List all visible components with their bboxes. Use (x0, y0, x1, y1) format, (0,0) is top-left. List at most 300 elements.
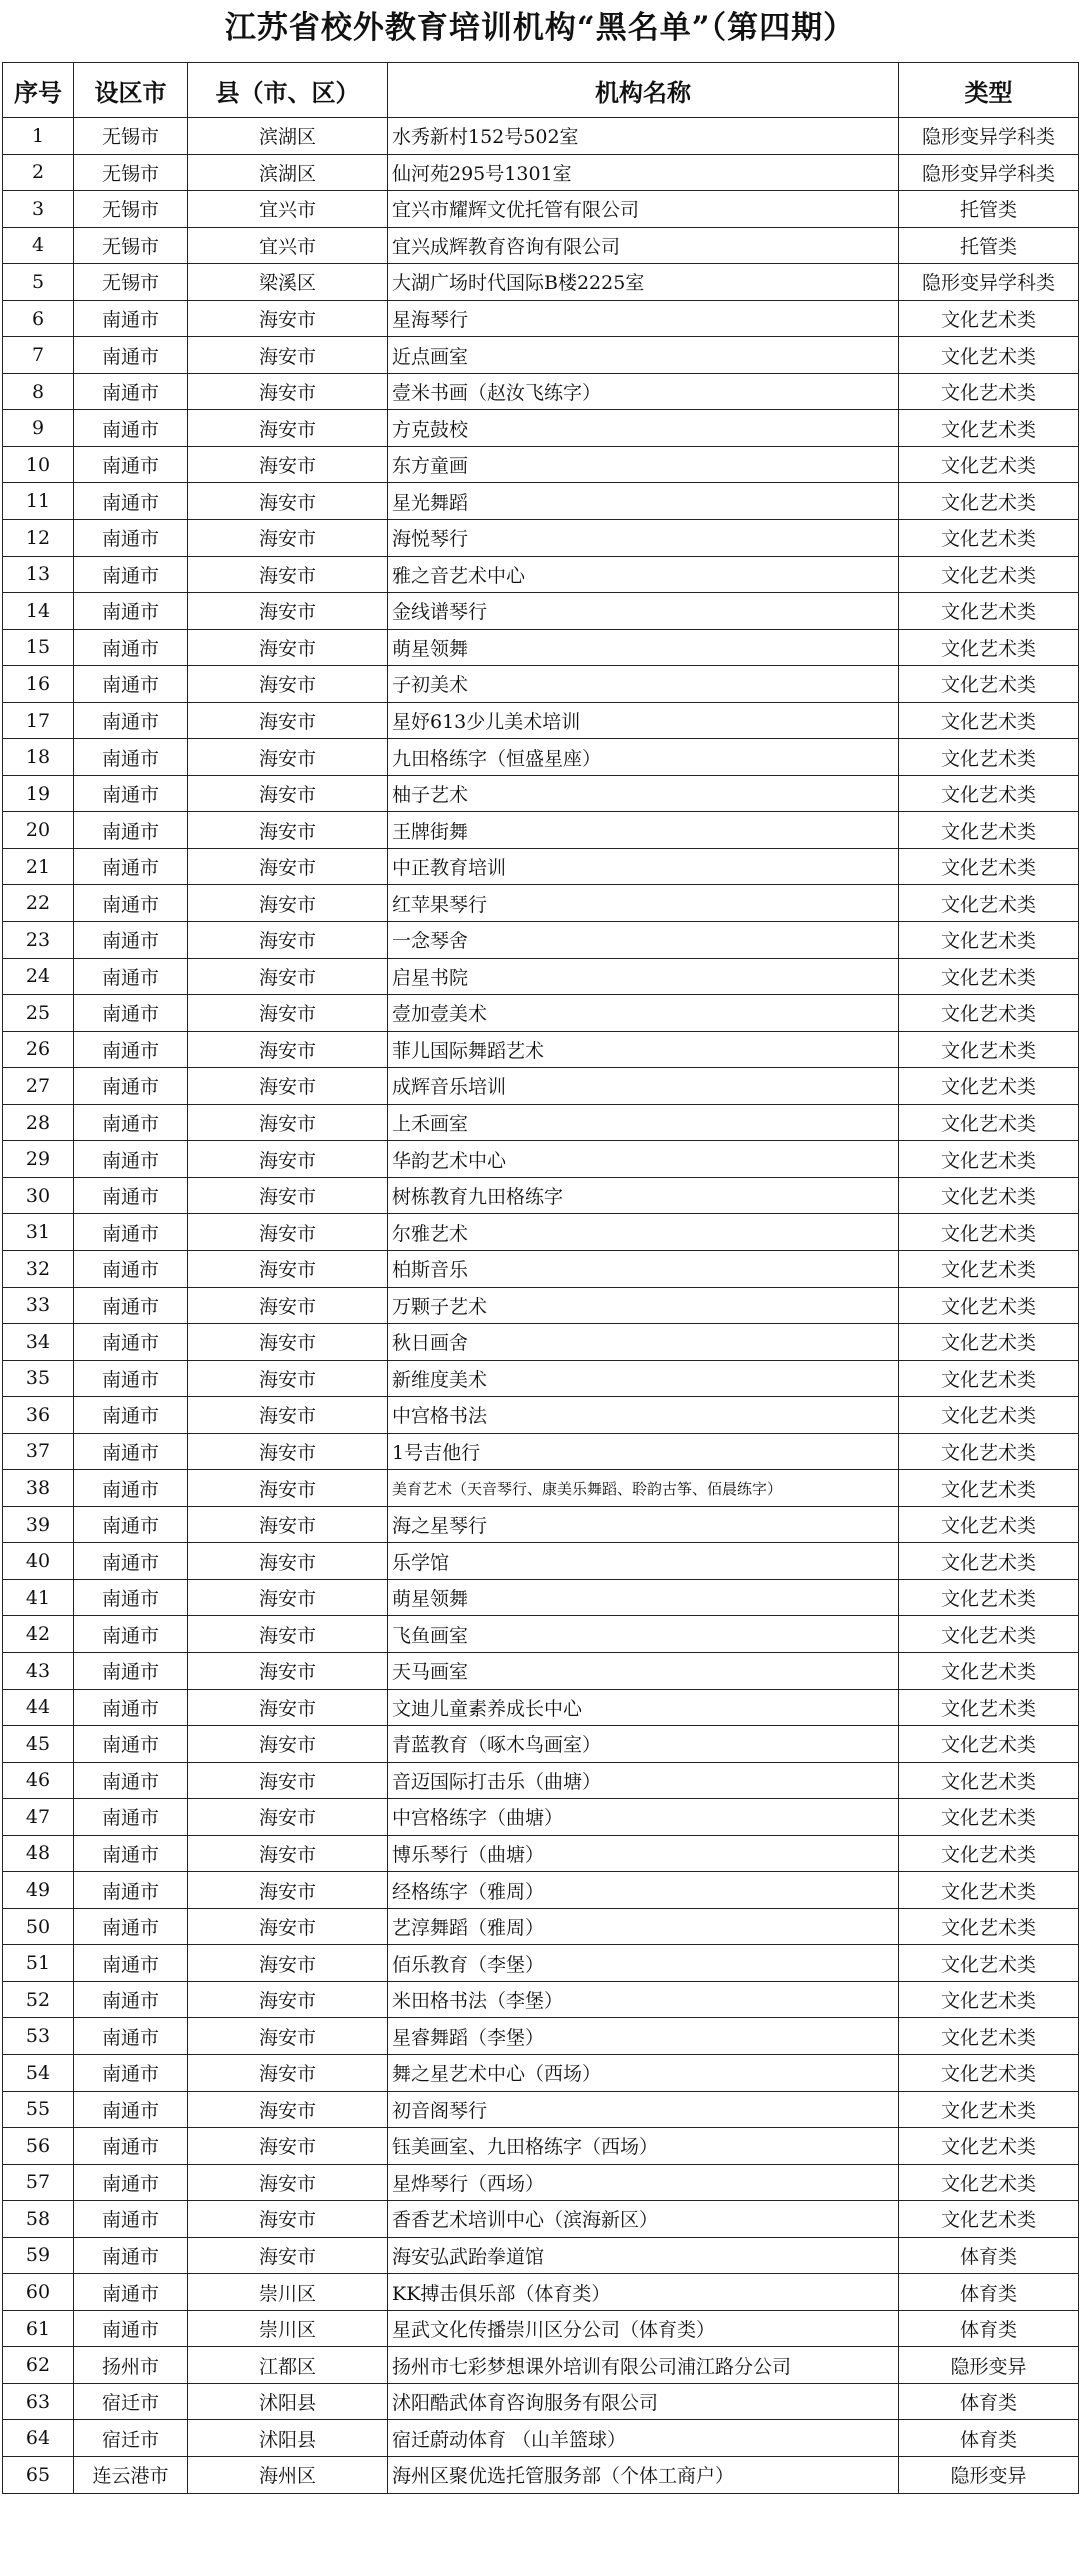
row-city: 无锡市 (74, 227, 188, 264)
row-city: 南通市 (74, 2128, 188, 2165)
table-row (3, 1250, 1079, 1287)
row-county: 海安市 (188, 2091, 388, 2128)
row-institution-name: 启星书院 (388, 958, 899, 995)
row-index: 23 (3, 922, 74, 959)
row-institution-name: 成辉音乐培训 (388, 1068, 899, 1105)
table-row (3, 1031, 1079, 1068)
row-city: 南通市 (74, 1324, 188, 1361)
row-county: 海安市 (188, 410, 388, 447)
table-row (3, 227, 1079, 264)
row-index: 21 (3, 848, 74, 885)
row-institution-name: 九田格练字（恒盛星座） (388, 739, 899, 776)
row-index: 10 (3, 446, 74, 483)
row-city: 南通市 (74, 995, 188, 1032)
row-county: 崇川区 (188, 2310, 388, 2347)
row-index: 28 (3, 1104, 74, 1141)
row-city: 南通市 (74, 812, 188, 849)
row-county: 海安市 (188, 922, 388, 959)
row-county: 海安市 (188, 556, 388, 593)
row-county: 海安市 (188, 1324, 388, 1361)
row-type: 文化艺术类 (899, 1433, 1079, 1470)
row-index: 52 (3, 1981, 74, 2018)
row-county: 海安市 (188, 1945, 388, 1982)
row-institution-name: 星武文化传播崇川区分公司（体育类） (388, 2310, 899, 2347)
row-index: 61 (3, 2310, 74, 2347)
row-type: 文化艺术类 (899, 1799, 1079, 1836)
table-row (3, 702, 1079, 739)
table-row (3, 2457, 1079, 2494)
row-county: 海安市 (188, 848, 388, 885)
row-county: 海安市 (188, 2237, 388, 2274)
row-index: 48 (3, 1835, 74, 1872)
row-institution-name: 海安弘武跆拳道馆 (388, 2237, 899, 2274)
row-city: 南通市 (74, 556, 188, 593)
row-county: 海安市 (188, 739, 388, 776)
row-type: 文化艺术类 (899, 1031, 1079, 1068)
row-type: 托管类 (899, 191, 1079, 228)
row-city: 南通市 (74, 702, 188, 739)
table-row (3, 1433, 1079, 1470)
row-institution-name: 星海琴行 (388, 300, 899, 337)
table-row (3, 848, 1079, 885)
row-type: 文化艺术类 (899, 739, 1079, 776)
row-county: 海安市 (188, 1799, 388, 1836)
row-index: 3 (3, 191, 74, 228)
row-type: 文化艺术类 (899, 2128, 1079, 2165)
row-county: 海安市 (188, 1287, 388, 1324)
row-county: 海安市 (188, 1652, 388, 1689)
row-index: 20 (3, 812, 74, 849)
row-type: 体育类 (899, 2383, 1079, 2420)
row-city: 南通市 (74, 1762, 188, 1799)
row-index: 36 (3, 1397, 74, 1434)
table-row (3, 593, 1079, 630)
row-type: 文化艺术类 (899, 812, 1079, 849)
row-type: 文化艺术类 (899, 2164, 1079, 2201)
row-county: 海安市 (188, 995, 388, 1032)
row-institution-name: KK搏击俱乐部（体育类） (388, 2274, 899, 2311)
row-institution-name: 壹米书画（赵汝飞练字） (388, 373, 899, 410)
row-type: 文化艺术类 (899, 1762, 1079, 1799)
row-index: 9 (3, 410, 74, 447)
row-institution-name: 中正教育培训 (388, 848, 899, 885)
row-institution-name: 大湖广场时代国际B楼2225室 (388, 264, 899, 301)
row-index: 50 (3, 1908, 74, 1945)
table-row (3, 2128, 1079, 2165)
row-county: 海安市 (188, 1579, 388, 1616)
row-type: 文化艺术类 (899, 1214, 1079, 1251)
row-institution-name: 海悦琴行 (388, 520, 899, 557)
row-institution-name: 香香艺术培训中心（滨海新区） (388, 2201, 899, 2238)
table-row (3, 2091, 1079, 2128)
row-index: 35 (3, 1360, 74, 1397)
row-city: 南通市 (74, 2237, 188, 2274)
row-type: 文化艺术类 (899, 1470, 1079, 1507)
row-county: 海安市 (188, 2054, 388, 2091)
row-county: 海安市 (188, 666, 388, 703)
row-city: 南通市 (74, 2091, 188, 2128)
row-institution-name: 海州区聚优选托管服务部（个体工商户） (388, 2457, 899, 2494)
row-city: 南通市 (74, 1689, 188, 1726)
row-type: 文化艺术类 (899, 1324, 1079, 1361)
row-institution-name: 沭阳酷武体育咨询服务有限公司 (388, 2383, 899, 2420)
row-city: 南通市 (74, 2274, 188, 2311)
table-row (3, 2018, 1079, 2055)
row-type: 文化艺术类 (899, 1068, 1079, 1105)
row-city: 南通市 (74, 1141, 188, 1178)
table-row (3, 300, 1079, 337)
row-institution-name: 雅之音艺术中心 (388, 556, 899, 593)
row-type: 文化艺术类 (899, 1397, 1079, 1434)
row-index: 26 (3, 1031, 74, 1068)
table-row (3, 337, 1079, 374)
row-institution-name: 天马画室 (388, 1652, 899, 1689)
table-row (3, 191, 1079, 228)
row-city: 南通市 (74, 1726, 188, 1763)
row-city: 南通市 (74, 1945, 188, 1982)
row-county: 海安市 (188, 2018, 388, 2055)
row-city: 南通市 (74, 1616, 188, 1653)
header-city: 设区市 (74, 63, 188, 118)
row-institution-name: 华韵艺术中心 (388, 1141, 899, 1178)
row-type: 文化艺术类 (899, 1689, 1079, 1726)
row-institution-name: 佰乐教育（李堡） (388, 1945, 899, 1982)
row-city: 南通市 (74, 775, 188, 812)
row-city: 南通市 (74, 885, 188, 922)
row-county: 海安市 (188, 1835, 388, 1872)
row-institution-name: 水秀新村152号502室 (388, 118, 899, 155)
row-type: 文化艺术类 (899, 593, 1079, 630)
row-type: 文化艺术类 (899, 1104, 1079, 1141)
row-city: 南通市 (74, 1397, 188, 1434)
row-city: 南通市 (74, 1908, 188, 1945)
row-index: 19 (3, 775, 74, 812)
row-index: 18 (3, 739, 74, 776)
row-city: 南通市 (74, 410, 188, 447)
row-city: 南通市 (74, 1835, 188, 1872)
table-row (3, 1397, 1079, 1434)
row-county: 海安市 (188, 1104, 388, 1141)
row-index: 37 (3, 1433, 74, 1470)
row-county: 海安市 (188, 1908, 388, 1945)
row-city: 宿迁市 (74, 2383, 188, 2420)
row-city: 南通市 (74, 1433, 188, 1470)
row-institution-name: 钰美画室、九田格练字（西场） (388, 2128, 899, 2165)
row-type: 体育类 (899, 2420, 1079, 2457)
row-institution-name: 宜兴成辉教育咨询有限公司 (388, 227, 899, 264)
row-type: 文化艺术类 (899, 1616, 1079, 1653)
row-index: 5 (3, 264, 74, 301)
row-institution-name: 新维度美术 (388, 1360, 899, 1397)
row-type: 文化艺术类 (899, 1141, 1079, 1178)
row-institution-name: 宜兴市耀辉文优托管有限公司 (388, 191, 899, 228)
row-city: 南通市 (74, 1799, 188, 1836)
row-institution-name: 红苹果琴行 (388, 885, 899, 922)
table-row (3, 1470, 1079, 1507)
row-type: 文化艺术类 (899, 1981, 1079, 2018)
row-index: 2 (3, 154, 74, 191)
row-county: 海安市 (188, 593, 388, 630)
table-row (3, 739, 1079, 776)
row-institution-name: 壹加壹美术 (388, 995, 899, 1032)
row-type: 隐形变异学科类 (899, 154, 1079, 191)
row-institution-name: 博乐琴行（曲塘） (388, 1835, 899, 1872)
row-city: 南通市 (74, 1214, 188, 1251)
row-city: 扬州市 (74, 2347, 188, 2384)
row-type: 文化艺术类 (899, 410, 1079, 447)
row-county: 海安市 (188, 1872, 388, 1909)
table-row (3, 1177, 1079, 1214)
row-index: 45 (3, 1726, 74, 1763)
row-index: 33 (3, 1287, 74, 1324)
row-index: 22 (3, 885, 74, 922)
row-institution-name: 万颗子艺术 (388, 1287, 899, 1324)
row-index: 17 (3, 702, 74, 739)
row-city: 南通市 (74, 848, 188, 885)
table-row (3, 775, 1079, 812)
row-county: 沭阳县 (188, 2383, 388, 2420)
table-row (3, 2310, 1079, 2347)
row-type: 文化艺术类 (899, 1945, 1079, 1982)
row-index: 11 (3, 483, 74, 520)
table-row (3, 1981, 1079, 2018)
table-row (3, 2164, 1079, 2201)
row-type: 体育类 (899, 2237, 1079, 2274)
row-institution-name: 上禾画室 (388, 1104, 899, 1141)
row-city: 南通市 (74, 1579, 188, 1616)
row-institution-name: 尔雅艺术 (388, 1214, 899, 1251)
row-institution-name: 树栋教育九田格练字 (388, 1177, 899, 1214)
row-county: 海安市 (188, 2164, 388, 2201)
table-row (3, 1652, 1079, 1689)
row-city: 南通市 (74, 593, 188, 630)
row-city: 无锡市 (74, 191, 188, 228)
row-index: 34 (3, 1324, 74, 1361)
table-row (3, 1872, 1079, 1909)
table-row (3, 1141, 1079, 1178)
row-index: 24 (3, 958, 74, 995)
table-body (3, 118, 1079, 2494)
row-index: 8 (3, 373, 74, 410)
row-county: 海安市 (188, 1250, 388, 1287)
row-county: 海安市 (188, 1177, 388, 1214)
row-institution-name: 菲儿国际舞蹈艺术 (388, 1031, 899, 1068)
table-row (3, 1726, 1079, 1763)
row-institution-name: 飞鱼画室 (388, 1616, 899, 1653)
row-city: 南通市 (74, 483, 188, 520)
row-city: 无锡市 (74, 264, 188, 301)
row-county: 海安市 (188, 300, 388, 337)
row-city: 南通市 (74, 337, 188, 374)
row-county: 海安市 (188, 1616, 388, 1653)
row-city: 南通市 (74, 1506, 188, 1543)
row-index: 49 (3, 1872, 74, 1909)
row-type: 隐形变异 (899, 2457, 1079, 2494)
row-index: 46 (3, 1762, 74, 1799)
row-city: 南通市 (74, 1652, 188, 1689)
row-index: 31 (3, 1214, 74, 1251)
row-type: 文化艺术类 (899, 1579, 1079, 1616)
row-type: 文化艺术类 (899, 2054, 1079, 2091)
row-county: 海安市 (188, 2201, 388, 2238)
row-index: 1 (3, 118, 74, 155)
row-type: 文化艺术类 (899, 483, 1079, 520)
row-institution-name: 子初美术 (388, 666, 899, 703)
table-row (3, 1908, 1079, 1945)
row-institution-name: 美育艺术（天音琴行、康美乐舞蹈、聆韵古筝、佰晨练字） (388, 1470, 899, 1507)
row-city: 南通市 (74, 2201, 188, 2238)
row-county: 海安市 (188, 1689, 388, 1726)
table-row (3, 520, 1079, 557)
row-county: 海安市 (188, 373, 388, 410)
row-county: 海安市 (188, 1726, 388, 1763)
row-type: 文化艺术类 (899, 1287, 1079, 1324)
table-row (3, 446, 1079, 483)
row-index: 7 (3, 337, 74, 374)
row-city: 无锡市 (74, 118, 188, 155)
row-city: 南通市 (74, 1031, 188, 1068)
row-type: 文化艺术类 (899, 995, 1079, 1032)
row-institution-name: 海之星琴行 (388, 1506, 899, 1543)
row-city: 无锡市 (74, 154, 188, 191)
row-type: 文化艺术类 (899, 1835, 1079, 1872)
table-row (3, 264, 1079, 301)
table-row (3, 995, 1079, 1032)
row-index: 32 (3, 1250, 74, 1287)
table-row (3, 373, 1079, 410)
row-institution-name: 金线谱琴行 (388, 593, 899, 630)
row-index: 40 (3, 1543, 74, 1580)
row-type: 文化艺术类 (899, 300, 1079, 337)
row-index: 38 (3, 1470, 74, 1507)
header-index: 序号 (3, 63, 74, 118)
row-institution-name: 王牌街舞 (388, 812, 899, 849)
row-index: 16 (3, 666, 74, 703)
table-row (3, 1579, 1079, 1616)
row-institution-name: 萌星领舞 (388, 629, 899, 666)
row-county: 海安市 (188, 1762, 388, 1799)
table-row (3, 1068, 1079, 1105)
row-county: 沭阳县 (188, 2420, 388, 2457)
row-county: 海安市 (188, 1433, 388, 1470)
row-county: 海安市 (188, 885, 388, 922)
table-row (3, 1287, 1079, 1324)
row-city: 南通市 (74, 300, 188, 337)
row-index: 56 (3, 2128, 74, 2165)
row-index: 30 (3, 1177, 74, 1214)
row-county: 海安市 (188, 446, 388, 483)
row-institution-name: 柏斯音乐 (388, 1250, 899, 1287)
row-type: 隐形变异 (899, 2347, 1079, 2384)
table-row (3, 2237, 1079, 2274)
row-county: 滨湖区 (188, 154, 388, 191)
row-institution-name: 东方童画 (388, 446, 899, 483)
row-index: 43 (3, 1652, 74, 1689)
row-city: 南通市 (74, 2310, 188, 2347)
row-type: 文化艺术类 (899, 885, 1079, 922)
row-type: 文化艺术类 (899, 373, 1079, 410)
row-city: 宿迁市 (74, 2420, 188, 2457)
row-type: 文化艺术类 (899, 958, 1079, 995)
row-institution-name: 中宫格练字（曲塘） (388, 1799, 899, 1836)
table-row (3, 629, 1079, 666)
row-index: 58 (3, 2201, 74, 2238)
row-city: 南通市 (74, 666, 188, 703)
row-city: 连云港市 (74, 2457, 188, 2494)
blacklist-table (2, 62, 1079, 2494)
table-row (3, 410, 1079, 447)
table-row (3, 666, 1079, 703)
table-row (3, 2054, 1079, 2091)
row-type: 文化艺术类 (899, 2018, 1079, 2055)
row-county: 崇川区 (188, 2274, 388, 2311)
row-county: 海安市 (188, 2128, 388, 2165)
table-row (3, 1214, 1079, 1251)
row-type: 文化艺术类 (899, 1177, 1079, 1214)
row-county: 海安市 (188, 629, 388, 666)
row-city: 南通市 (74, 446, 188, 483)
row-type: 文化艺术类 (899, 1652, 1079, 1689)
table-row (3, 1104, 1079, 1141)
table-row (3, 1543, 1079, 1580)
row-institution-name: 星睿舞蹈（李堡） (388, 2018, 899, 2055)
row-county: 滨湖区 (188, 118, 388, 155)
row-institution-name: 初音阁琴行 (388, 2091, 899, 2128)
row-index: 12 (3, 520, 74, 557)
row-index: 25 (3, 995, 74, 1032)
row-type: 体育类 (899, 2310, 1079, 2347)
row-type: 文化艺术类 (899, 629, 1079, 666)
row-type: 文化艺术类 (899, 1872, 1079, 1909)
row-county: 海安市 (188, 1397, 388, 1434)
row-county: 海安市 (188, 1543, 388, 1580)
row-index: 59 (3, 2237, 74, 2274)
row-type: 文化艺术类 (899, 2201, 1079, 2238)
row-institution-name: 米田格书法（李堡） (388, 1981, 899, 2018)
row-institution-name: 方克鼓校 (388, 410, 899, 447)
row-type: 体育类 (899, 2274, 1079, 2311)
row-county: 海安市 (188, 1360, 388, 1397)
row-city: 南通市 (74, 1360, 188, 1397)
row-institution-name: 星烨琴行（西场） (388, 2164, 899, 2201)
row-institution-name: 仙河苑295号1301室 (388, 154, 899, 191)
row-index: 54 (3, 2054, 74, 2091)
row-county: 海安市 (188, 1031, 388, 1068)
header-county: 县（市、区） (188, 63, 388, 118)
table-row (3, 483, 1079, 520)
row-city: 南通市 (74, 1068, 188, 1105)
table-row (3, 1324, 1079, 1361)
row-city: 南通市 (74, 1470, 188, 1507)
row-index: 57 (3, 2164, 74, 2201)
row-county: 海安市 (188, 520, 388, 557)
table-row (3, 812, 1079, 849)
row-index: 14 (3, 593, 74, 630)
row-type: 文化艺术类 (899, 666, 1079, 703)
row-county: 海安市 (188, 337, 388, 374)
page-title: 江苏省校外教育培训机构“黑名单”（第四期） (224, 10, 856, 46)
row-city: 南通市 (74, 1872, 188, 1909)
table-row (3, 2274, 1079, 2311)
row-county: 海安市 (188, 483, 388, 520)
row-index: 64 (3, 2420, 74, 2457)
row-index: 15 (3, 629, 74, 666)
row-type: 文化艺术类 (899, 775, 1079, 812)
row-city: 南通市 (74, 958, 188, 995)
table-row (3, 2201, 1079, 2238)
row-county: 海安市 (188, 1068, 388, 1105)
row-county: 海安市 (188, 812, 388, 849)
